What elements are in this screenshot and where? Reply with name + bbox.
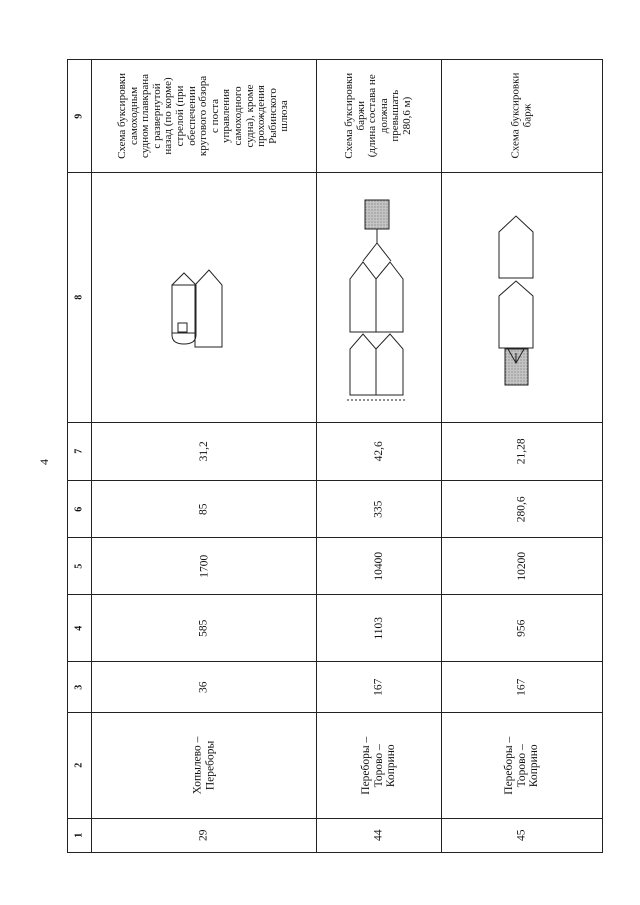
col-header-6: 6 bbox=[73, 506, 85, 512]
col-header-2: 2 bbox=[73, 763, 85, 768]
value-col6: 85 bbox=[197, 503, 210, 515]
page-number: 4 bbox=[37, 459, 51, 465]
value-col5: 10400 bbox=[372, 551, 385, 581]
value-col5: 1700 bbox=[197, 554, 210, 578]
col-header-3: 3 bbox=[73, 684, 85, 690]
route-cell: Переборы – Торово – Коприно bbox=[360, 736, 398, 795]
col-header-1: 1 bbox=[73, 833, 85, 838]
col-header-9: 9 bbox=[73, 113, 85, 119]
value-col3: 167 bbox=[515, 678, 528, 696]
route-cell: Хопылево – Переборы bbox=[191, 736, 216, 795]
two-barge-push-tow-diagram bbox=[442, 173, 602, 422]
value-col7: 31,2 bbox=[197, 441, 210, 462]
col-header-5: 5 bbox=[73, 563, 85, 569]
scheme-note: Схема буксировки самоходным судном плавкрана с развернутой назад (по корме) стрелой (при обеспечении кругового обзора с поста управления самоходного судна), кроме прохождения Рыбинского шлюза bbox=[116, 73, 291, 159]
value-col3: 36 bbox=[197, 681, 210, 693]
row-number: 45 bbox=[515, 829, 528, 842]
value-col3: 167 bbox=[372, 678, 385, 696]
value-col4: 1103 bbox=[372, 616, 385, 640]
row-number: 44 bbox=[372, 829, 385, 842]
value-col4: 956 bbox=[515, 619, 528, 637]
value-col4: 585 bbox=[197, 619, 210, 637]
value-col6: 280,6 bbox=[515, 496, 528, 522]
route-cell: Переборы – Торово – Коприно bbox=[503, 736, 541, 795]
col-header-8: 8 bbox=[73, 295, 85, 300]
value-col6: 335 bbox=[372, 500, 385, 518]
value-col7: 42,6 bbox=[372, 441, 385, 462]
value-col7: 21,28 bbox=[515, 438, 528, 465]
value-col5: 10200 bbox=[515, 551, 528, 581]
col-header-4: 4 bbox=[73, 625, 85, 631]
row-number: 29 bbox=[197, 829, 210, 842]
scheme-note: Схема буксировки барж bbox=[509, 73, 533, 159]
floating-crane-tow-diagram bbox=[92, 173, 316, 422]
scheme-note: Схема буксировки баржи (длина состава не должна превышать 280,6 м) bbox=[343, 73, 414, 159]
col-header-7: 7 bbox=[73, 449, 85, 454]
four-barge-tow-diagram bbox=[317, 173, 441, 422]
